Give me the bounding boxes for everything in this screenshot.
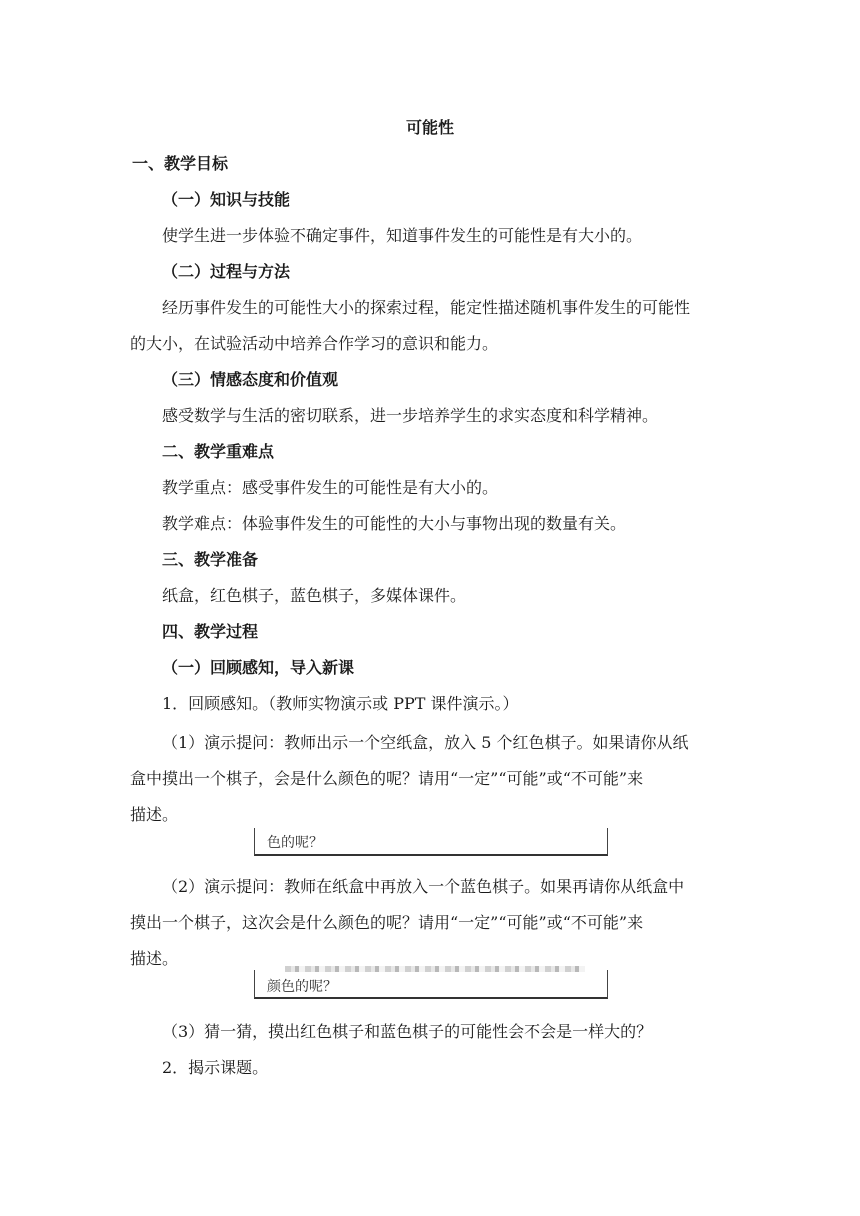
paragraph-line: 经历事件发生的可能性大小的探索过程，能定性描述随机事件发生的可能性 <box>162 298 691 317</box>
section-heading-preparation: 三、教学准备 <box>162 550 259 569</box>
paragraph: 使学生进一步体验不确定事件，知道事件发生的可能性是有大小的。 <box>162 226 643 245</box>
section-heading-key-points: 二、教学重难点 <box>162 442 275 461</box>
image-clip-text: 色的呢？ <box>267 835 323 851</box>
image-clip-text: 颜色的呢？ <box>267 979 337 995</box>
paragraph-line: 的大小，在试验活动中培养合作学习的意识和能力。 <box>130 334 499 353</box>
paragraph-line: 描述。 <box>130 949 179 968</box>
paragraph-line: （2）演示提问：教师在纸盒中再放入一个蓝色棋子。如果再请你从纸盒中 <box>162 877 685 896</box>
paragraph-line: 盒中摸出一个棋子，会是什么颜色的呢？请用“一定”“可能”或“不可能”来 <box>130 769 644 788</box>
subheading-knowledge-skills: （一）知识与技能 <box>162 190 291 209</box>
paragraph: 教学难点：体验事件发生的可能性的大小与事物出现的数量有关。 <box>162 514 627 533</box>
subheading-attitudes-values: （三）情感态度和价值观 <box>162 370 339 389</box>
section-heading-objectives: 一、教学目标 <box>132 154 229 173</box>
paragraph-line: （1）演示提问：教师出示一个空纸盒，放入 5 个红色棋子。如果请你从纸 <box>162 733 689 752</box>
section-heading-process: 四、教学过程 <box>162 622 259 641</box>
document-title: 可能性 <box>405 118 454 137</box>
paragraph-line: 描述。 <box>130 805 179 824</box>
paragraph: （3）猜一猜，摸出红色棋子和蓝色棋子的可能性会不会是一样大的？ <box>162 1022 653 1041</box>
subheading-review-intro: （一）回顾感知，导入新课 <box>162 658 355 677</box>
list-item: 2．揭示课题。 <box>162 1058 269 1077</box>
list-item: 1．回顾感知。（教师实物演示或 PPT 课件演示。） <box>162 694 519 713</box>
image-clip-1 <box>254 828 608 856</box>
paragraph: 教学重点：感受事件发生的可能性是有大小的。 <box>162 478 499 497</box>
image-clip-faded-text <box>285 966 585 972</box>
image-clip-2 <box>254 970 608 999</box>
subheading-process-methods: （二）过程与方法 <box>162 262 291 281</box>
paragraph-line: 摸出一个棋子，这次会是什么颜色的呢？请用“一定”“可能”或“不可能”来 <box>130 913 644 932</box>
paragraph: 纸盒，红色棋子，蓝色棋子，多媒体课件。 <box>162 586 467 605</box>
paragraph: 感受数学与生活的密切联系，进一步培养学生的求实态度和科学精神。 <box>162 406 659 425</box>
